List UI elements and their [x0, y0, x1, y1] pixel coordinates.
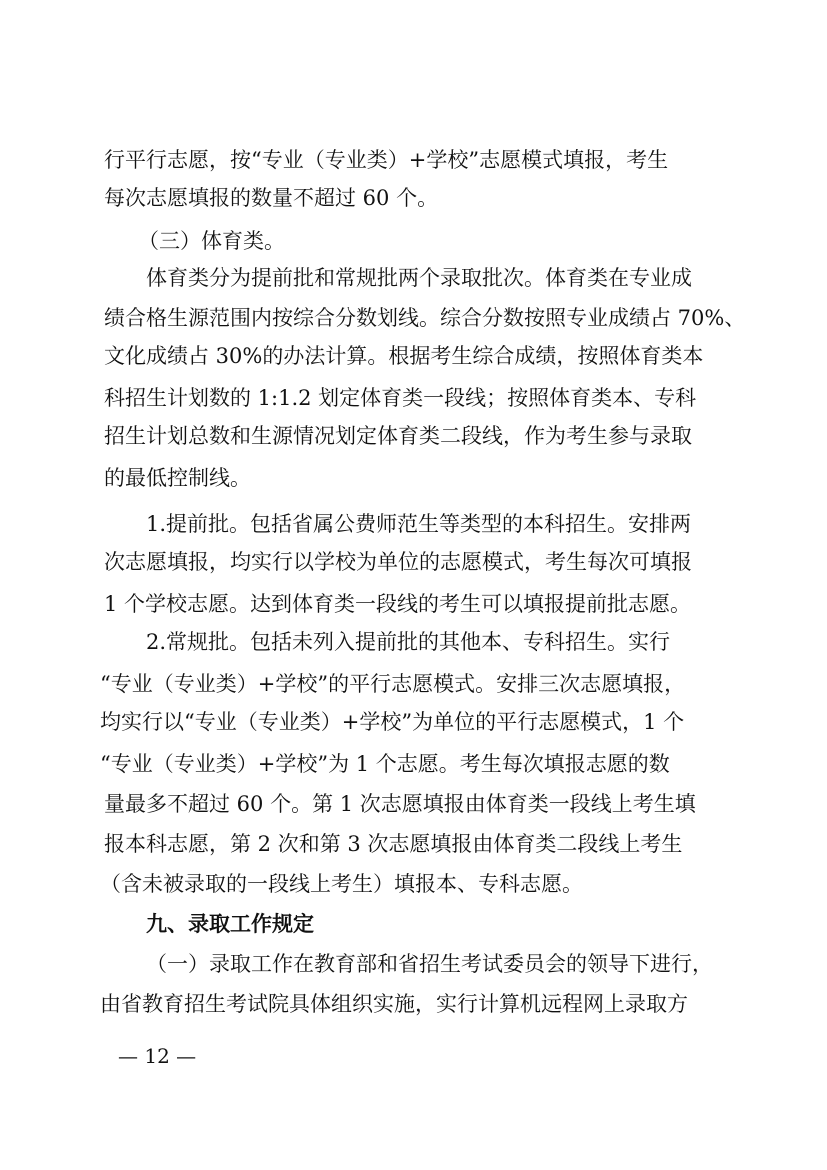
- line-text: 九、录取工作规定: [146, 912, 314, 936]
- page-number: — 12 —: [118, 1044, 197, 1068]
- line-text: 行平行志愿，按“专业（专业类）+学校”志愿模式填报，考生: [104, 148, 669, 172]
- line-text: 均实行以“专业（专业类）+学校”为单位的平行志愿模式，1 个: [100, 710, 685, 734]
- line-text: 文化成绩占 30%的办法计算。根据考生综合成绩，按照体育类本: [104, 344, 704, 368]
- line-text: （一）录取工作在教育部和省招生考试委员会的领导下进行，: [146, 952, 713, 976]
- line-text: 招生计划总数和生源情况划定体育类二段线，作为考生参与录取: [104, 424, 692, 448]
- line-text: 报本科志愿，第 2 次和第 3 次志愿填报由体育类二段线上考生: [104, 832, 683, 856]
- line-text: 科招生计划数的 1:1.2 划定体育类一段线；按照体育类本、专科: [104, 386, 697, 410]
- line-text: 由省教育招生考试院具体组织实施，实行计算机远程网上录取方: [100, 992, 688, 1016]
- line-text: （三）体育类。: [138, 229, 285, 253]
- line-text: 量最多不超过 60 个。第 1 次志愿填报由体育类一段线上考生填: [104, 792, 696, 816]
- line-text: 体育类分为提前批和常规批两个录取批次。体育类在专业成: [146, 266, 692, 290]
- line-text: “专业（专业类）+学校”为 1 个志愿。考生每次填报志愿的数: [100, 752, 670, 776]
- line-text: 绩合格生源范围内按综合分数划线。综合分数按照专业成绩占 70%、: [104, 306, 746, 330]
- line-text: 每次志愿填报的数量不超过 60 个。: [104, 186, 439, 210]
- line-text: 次志愿填报，均实行以学校为单位的志愿模式，考生每次可填报: [104, 550, 692, 574]
- line-text: 的最低控制线。: [104, 466, 251, 490]
- line-text: （含未被录取的一段线上考生）填报本、专科志愿。: [100, 872, 583, 896]
- line-text: 2.常规批。包括未列入提前批的其他本、专科招生。实行: [146, 630, 671, 654]
- line-text: “专业（专业类）+学校”的平行志愿模式。安排三次志愿填报，: [100, 672, 686, 696]
- line-text: 1.提前批。包括省属公费师范生等类型的本科招生。安排两: [146, 512, 692, 536]
- line-text: 1 个学校志愿。达到体育类一段线的考生可以填报提前批志愿。: [104, 592, 692, 616]
